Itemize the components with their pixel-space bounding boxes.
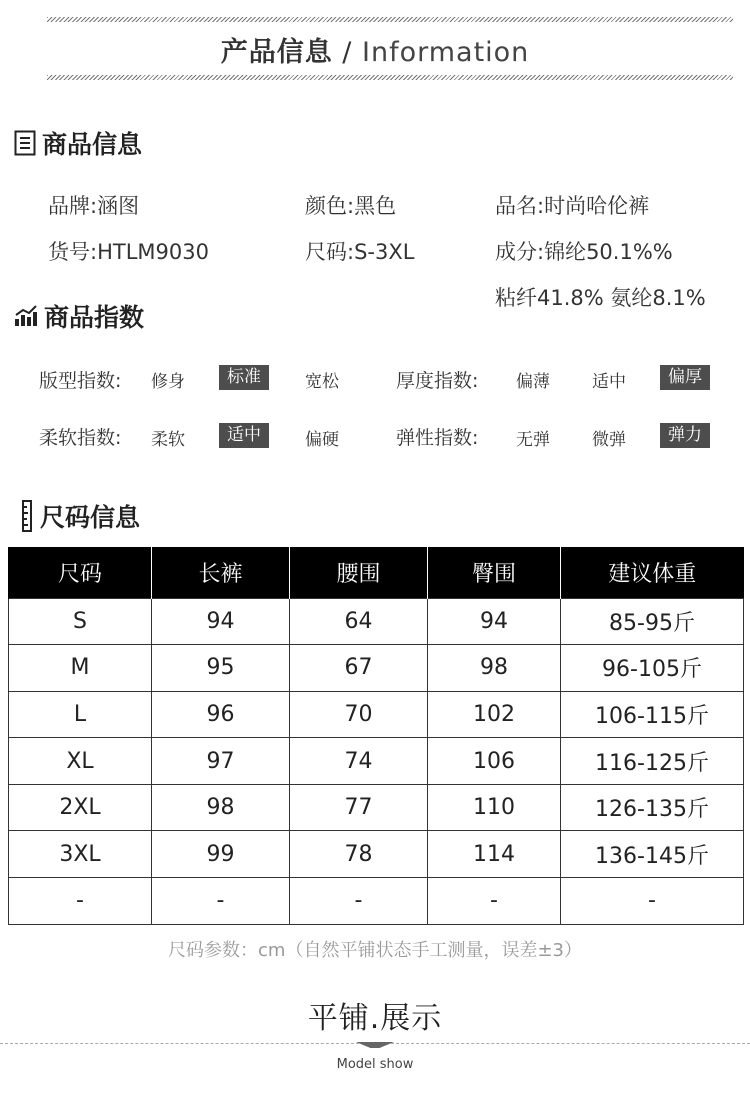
page-title-cn: 产品信息	[220, 37, 333, 68]
size-info-section-title	[20, 498, 140, 534]
index-option-elasticity-slight: 微弹	[592, 430, 626, 450]
table-cell: 85-95斤	[561, 598, 744, 645]
page-title-separator: /	[342, 37, 353, 68]
model-show-subtitle: Model show	[336, 1057, 414, 1072]
table-cell: -	[561, 878, 744, 925]
index-label-elasticity: 弹性指数:	[396, 427, 479, 449]
table-cell: 136-145斤	[561, 831, 744, 878]
table-cell: 77	[290, 784, 428, 831]
info-material-1: 成分:锦纶50.1%%	[495, 240, 673, 264]
info-color: 颜色:黑色	[305, 194, 397, 218]
table-cell: S	[9, 598, 152, 645]
index-option-fit-standard: 标准	[219, 365, 269, 390]
size-table-header: 长裤	[152, 547, 290, 598]
table-row	[9, 878, 744, 925]
divider-marker-icon	[356, 1042, 394, 1048]
index-option-softness-hard: 偏硬	[305, 430, 339, 450]
table-cell: 98	[152, 784, 290, 831]
size-table-header: 建议体重	[561, 547, 744, 598]
table-row	[9, 738, 744, 785]
table-cell: 97	[152, 738, 290, 785]
index-option-fit-loose: 宽松	[305, 372, 339, 392]
table-cell: 78	[290, 831, 428, 878]
table-cell: 126-135斤	[561, 784, 744, 831]
document-icon	[14, 130, 36, 156]
table-cell: 95	[152, 645, 290, 692]
page-title	[0, 30, 750, 69]
ruler-icon	[20, 500, 34, 532]
size-info-title: 尺码信息	[40, 503, 141, 532]
table-cell: 96	[152, 691, 290, 738]
table-cell: 114	[428, 831, 561, 878]
product-info-section-title	[14, 125, 142, 161]
table-cell: -	[9, 878, 152, 925]
info-brand: 品牌:涵图	[48, 194, 140, 218]
size-table-header: 尺码	[9, 547, 152, 598]
size-table-header-row	[9, 547, 744, 598]
table-cell: 116-125斤	[561, 738, 744, 785]
size-measurement-note: 尺码参数：cm（自然平铺状态手工测量，误差±3）	[168, 940, 582, 961]
index-option-softness-soft: 柔软	[151, 430, 185, 450]
index-label-softness: 柔软指数:	[39, 427, 122, 449]
table-row	[9, 645, 744, 692]
size-table-header: 臀围	[428, 547, 561, 598]
table-cell: 94	[152, 598, 290, 645]
index-option-softness-medium: 适中	[219, 423, 269, 448]
size-table-header: 腰围	[290, 547, 428, 598]
model-show-title: 平铺.展示	[307, 1001, 443, 1036]
table-row	[9, 691, 744, 738]
index-label-thickness: 厚度指数:	[396, 370, 479, 392]
info-material-2: 粘纤41.8% 氨纶8.1%	[495, 286, 706, 310]
product-index-section-title	[14, 298, 144, 334]
table-row	[9, 831, 744, 878]
chart-trend-icon	[14, 305, 38, 327]
table-row	[9, 598, 744, 645]
table-cell: 64	[290, 598, 428, 645]
index-option-elasticity-stretch: 弹力	[660, 423, 710, 448]
table-cell: 70	[290, 691, 428, 738]
table-cell: 99	[152, 831, 290, 878]
table-cell: -	[428, 878, 561, 925]
table-cell: 110	[428, 784, 561, 831]
table-cell: 3XL	[9, 831, 152, 878]
header-hatch-bottom	[47, 75, 733, 80]
index-label-fit: 版型指数:	[39, 370, 122, 392]
table-cell: 106-115斤	[561, 691, 744, 738]
info-sku: 货号:HTLM9030	[48, 240, 209, 264]
table-cell: 96-105斤	[561, 645, 744, 692]
table-cell: L	[9, 691, 152, 738]
table-cell: 74	[290, 738, 428, 785]
index-option-elasticity-none: 无弹	[516, 430, 550, 450]
index-option-fit-slim: 修身	[151, 372, 185, 392]
info-size: 尺码:S-3XL	[305, 240, 415, 264]
product-index-title: 商品指数	[44, 303, 145, 332]
table-cell: -	[152, 878, 290, 925]
table-cell: 102	[428, 691, 561, 738]
table-cell: 98	[428, 645, 561, 692]
index-option-thickness-thick: 偏厚	[660, 365, 710, 390]
table-row	[9, 784, 744, 831]
info-product-name: 品名:时尚哈伦裤	[495, 194, 650, 218]
table-cell: 106	[428, 738, 561, 785]
product-info-title: 商品信息	[42, 130, 143, 159]
table-cell: XL	[9, 738, 152, 785]
table-cell: 67	[290, 645, 428, 692]
page-title-en: Information	[362, 37, 530, 68]
index-option-thickness-medium: 适中	[592, 372, 626, 392]
table-cell: -	[290, 878, 428, 925]
size-table	[8, 547, 744, 925]
table-cell: M	[9, 645, 152, 692]
table-cell: 94	[428, 598, 561, 645]
header-hatch-top	[47, 17, 733, 22]
index-option-thickness-thin: 偏薄	[516, 372, 550, 392]
table-cell: 2XL	[9, 784, 152, 831]
